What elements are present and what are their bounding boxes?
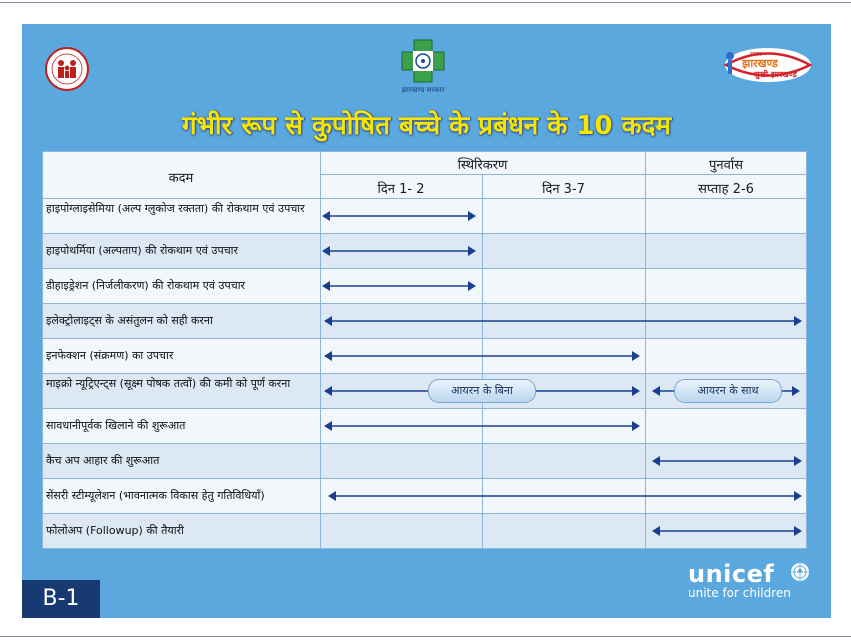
subheader-day-3-7: दिन 3-7 — [542, 182, 585, 197]
duration-arrow-4 — [324, 314, 802, 328]
unicef-globe-icon — [790, 562, 810, 582]
swasth-sub-text: सुखी झारखण्ड — [754, 70, 797, 79]
step-label-1: हाइपोग्लाइसेमिया (अल्प ग्लुकोज रक्तता) की रोकथाम एवं उपचार — [46, 202, 305, 215]
step-label-7: सावधानीपूर्वक खिलाने की शुरूआत — [46, 419, 186, 432]
steps-table — [42, 151, 807, 549]
swasth-jharkhand-logo-icon — [720, 46, 812, 84]
duration-arrow-8 — [652, 454, 802, 468]
header-steps: कदम — [168, 171, 194, 186]
slide-code-badge: B-1 — [22, 580, 100, 618]
jharkhand-caption: झारखण्ड सरकार — [401, 86, 445, 94]
with-iron-pill: आयरन के साथ — [674, 379, 782, 403]
without-iron-pill: आयरन के बिना — [428, 379, 536, 403]
header-rehabilitation: पुनर्वास — [709, 158, 743, 173]
swasth-top-text: स्वस्थ — [750, 51, 762, 58]
step-label-2: हाइपोथर्मिया (अल्पताप) की रोकथाम एवं उपचार — [46, 244, 239, 257]
step-label-4: इलेक्ट्रोलाइट्स के असंतुलन को सही करना — [46, 314, 213, 327]
duration-arrow-10 — [652, 524, 802, 538]
duration-arrow-3 — [322, 279, 476, 293]
step-label-10: फोलोअप (Followup) की तैयारी — [46, 524, 184, 537]
page-title: गंभीर रूप से कुपोषित बच्चे के प्रबंधन के 10 कदम — [181, 111, 671, 141]
swasth-main-text: झारखण्ड — [742, 57, 778, 70]
duration-arrow-7 — [324, 419, 640, 433]
duration-arrow-2 — [322, 244, 476, 258]
subheader-day-1-2: दिन 1- 2 — [377, 182, 425, 197]
step-label-9: सेंसरी स्टीम्यूलेशन (भावनात्मक विकास हेतु गतिविधियाँ) — [46, 489, 265, 502]
header-stabilization: स्थिरिकरण — [457, 158, 508, 173]
unicef-tagline: unite for children — [688, 586, 791, 600]
nrhm-logo-icon — [44, 46, 90, 92]
duration-arrow-1 — [322, 209, 476, 223]
jharkhand-emblem-icon — [400, 38, 446, 84]
top-rule — [0, 2, 851, 3]
duration-arrow-9 — [328, 489, 802, 503]
duration-arrow-5 — [324, 349, 640, 363]
step-label-5: इनफेक्शन (संक्रमण) का उपचार — [46, 349, 174, 362]
subheader-week-2-6: सप्ताह 2-6 — [698, 182, 754, 197]
step-label-3: डीहाइड्रेशन (निर्जलीकरण) की रोकथाम एवं उपचार — [46, 279, 246, 292]
bottom-rule — [0, 636, 851, 637]
step-label-6: माइक्रो न्यूट्रिएन्ट्स (सूक्ष्म पोषक तत्वों) की कमी को पूर्ण करना — [46, 377, 291, 390]
unicef-wordmark: unicef — [688, 560, 775, 588]
step-label-8: कैच अप आहार की शुरूआत — [46, 454, 160, 467]
